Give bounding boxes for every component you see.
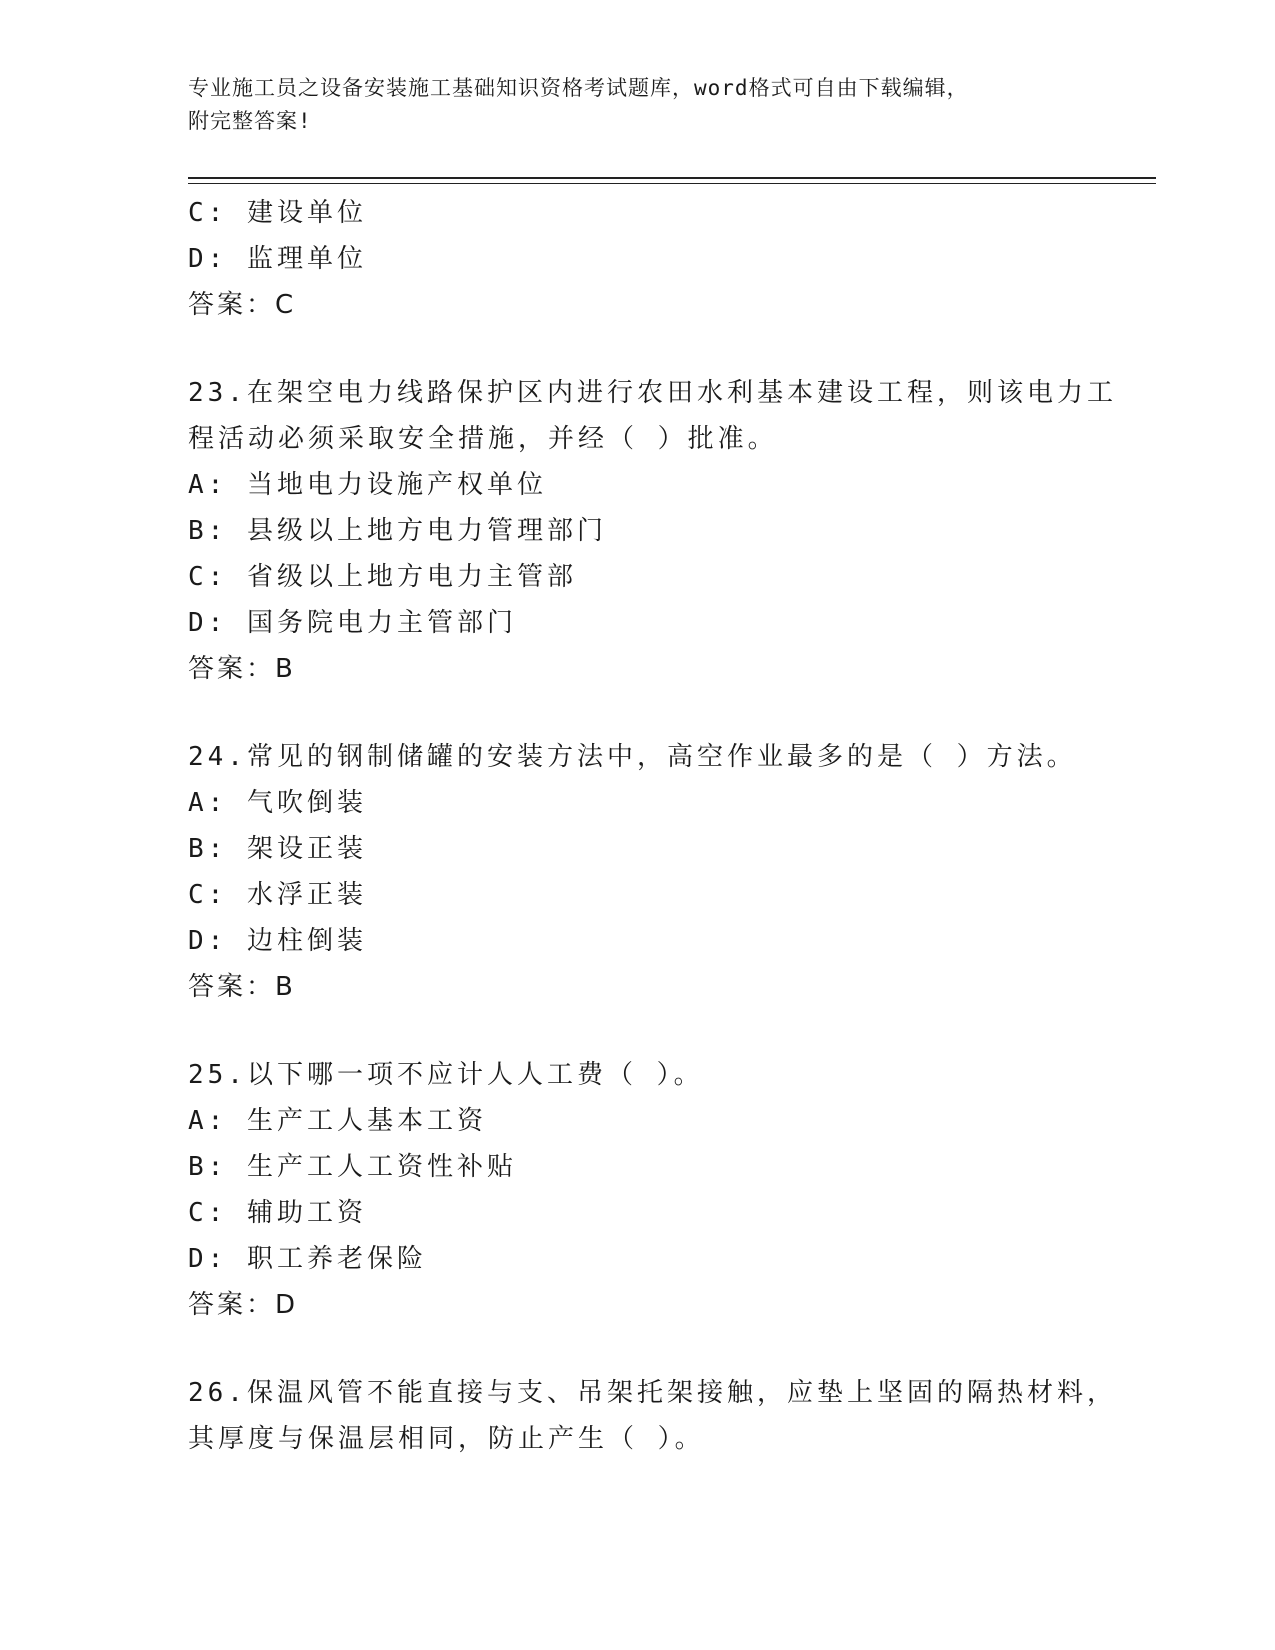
- option-c: C: 水浮正装: [188, 880, 367, 910]
- page-header: [188, 72, 1088, 138]
- option-c: C: 辅助工资: [188, 1198, 367, 1228]
- option-c: C: 省级以上地方电力主管部: [188, 562, 577, 592]
- question-23: [188, 370, 1117, 692]
- option-a: A: 当地电力设施产权单位: [188, 470, 547, 500]
- option-b: B: 县级以上地方电力管理部门: [188, 516, 607, 546]
- option-b: B: 架设正装: [188, 834, 367, 864]
- answer-line: 答案：B: [188, 654, 296, 684]
- header-divider-thick: [188, 177, 1156, 179]
- option-a: A: 生产工人基本工资: [188, 1106, 487, 1136]
- question-stem-line: 程活动必须采取安全措施，并经（ ）批准。: [188, 424, 778, 454]
- option-a: A: 气吹倒装: [188, 788, 367, 818]
- question-stem-line: 25.以下哪一项不应计人人工费（ ）。: [188, 1060, 704, 1090]
- question-stem-line: 其厚度与保温层相同，防止产生（ ）。: [188, 1424, 705, 1454]
- question-26: [188, 1370, 1117, 1462]
- option-d: D: 职工养老保险: [188, 1244, 427, 1274]
- option-b: B: 生产工人工资性补贴: [188, 1152, 517, 1182]
- carryover-question-block: [188, 190, 1088, 328]
- answer-line: 答案：D: [188, 1290, 299, 1320]
- question-stem-line: 24.常见的钢制储罐的安装方法中，高空作业最多的是（ ）方法。: [188, 742, 1077, 772]
- answer-line: 答案：B: [188, 972, 296, 1002]
- question-25: [188, 1052, 1088, 1328]
- question-list: [188, 190, 1117, 1462]
- header-line-2: 附完整答案!: [188, 109, 312, 133]
- answer-line: 答案：C: [188, 290, 297, 320]
- question-stem-line: 26.保温风管不能直接与支、吊架托架接触，应垫上坚固的隔热材料，: [188, 1378, 1117, 1408]
- option-c: C: 建设单位: [188, 198, 367, 228]
- option-d: D: 边柱倒装: [188, 926, 367, 956]
- question-stem-line: 23.在架空电力线路保护区内进行农田水利基本建设工程，则该电力工: [188, 378, 1117, 408]
- header-line-1: 专业施工员之设备安装施工基础知识资格考试题库，word格式可自由下载编辑，: [188, 76, 969, 100]
- option-d: D: 监理单位: [188, 244, 367, 274]
- option-d: D: 国务院电力主管部门: [188, 608, 517, 638]
- header-divider-thin: [188, 183, 1156, 184]
- question-24: [188, 734, 1088, 1010]
